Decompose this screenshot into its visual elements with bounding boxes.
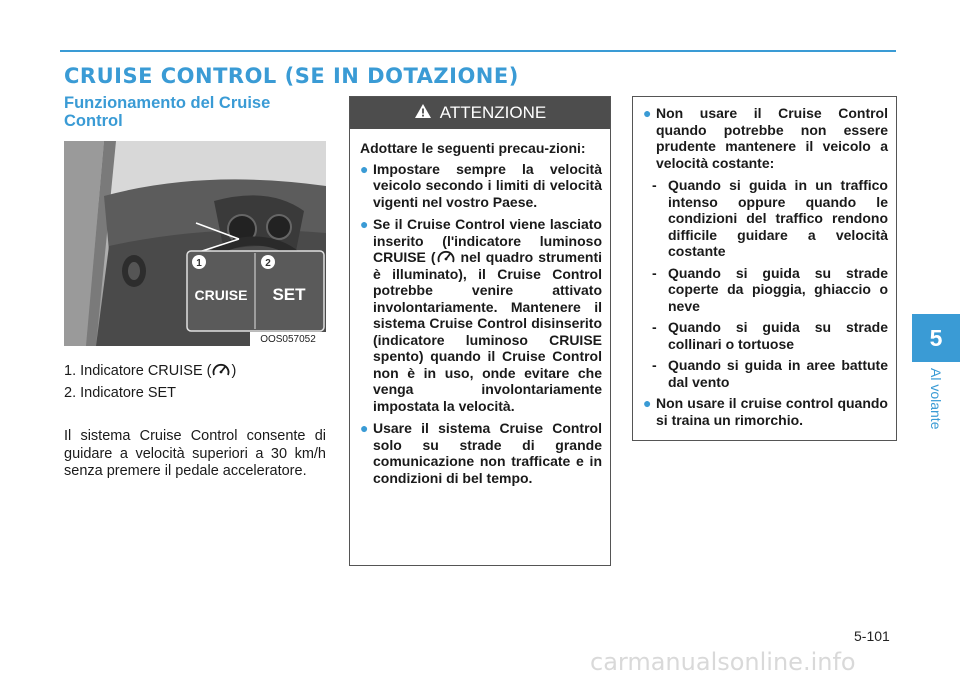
set-indicator-label: SET — [272, 285, 306, 304]
dashboard-photo — [64, 141, 326, 346]
warning-bullet: ● Usare il sistema Cruise Control solo su strade di grande comunicazione non trafficate e in condizioni di bel tempo. — [360, 420, 602, 486]
section-title: CRUISE CONTROL (SE IN DOTAZIONE) — [64, 64, 519, 88]
figure-code: OOS057052 — [250, 332, 326, 347]
caution-dash-item: - Quando si guida su strade coperte da pioggia, ghiaccio o neve — [652, 264, 888, 314]
figure-legend — [64, 360, 236, 404]
top-rule — [60, 50, 896, 52]
warning-triangle-icon — [414, 103, 432, 124]
cruise-indicator-label: CRUISE — [194, 287, 248, 303]
body-paragraph: Il sistema Cruise Control consente di guidare a velocità superiori a 30 km/h senza premere il pedale acceleratore. — [64, 428, 326, 479]
cruise-speedometer-icon — [436, 249, 456, 265]
legend-item-set: 2. Indicatore SET — [64, 385, 177, 401]
chapter-label: Al volante — [928, 368, 944, 430]
chapter-tab: 5 — [912, 314, 960, 362]
caution-dash-item: - Quando si guida in un traffico intenso oppure quando le condizioni del traffico rendono difficile guidare a velocità costante — [652, 177, 888, 259]
warning-bullet: ● Impostare sempre la velocità veicolo secondo i limiti di velocità vigenti nel vostro Paese. — [360, 160, 602, 210]
subsection-title: Funzionamento del Cruise Control — [64, 94, 271, 130]
legend-item-cruise: 1. Indicatore CRUISE ( ) — [64, 363, 237, 379]
caution-dash-item: - Quando si guida in aree battute dal vento — [652, 357, 888, 390]
warning-bullet: ● Se il Cruise Control viene lasciato inserito (l'indicatore luminoso CRUISE ( nel quadro strumenti è illuminato), il Cruise Control potrebbe venire attivato involontariamente. Mantenere il sistema Cruise Control disinserito (indicatore luminoso CRUISE spento) quando il Cruise Control non è in uso, onde evitare che venga involontariamente impostata la velocità. — [360, 216, 603, 414]
watermark: carmanualsonline.info — [590, 648, 856, 676]
warning-box — [349, 96, 611, 566]
warning-heading: ATTENZIONE — [439, 103, 547, 122]
warning-intro: Adottare le seguenti precau-zioni: — [360, 140, 586, 156]
warning-header — [350, 97, 610, 129]
page-number: 5-101 — [854, 628, 890, 644]
callout-1-number: 1 — [196, 258, 202, 269]
caution-bullet: ● Non usare il Cruise Control quando potrebbe non essere prudente mantenere il veicolo a velocità costante: — [643, 105, 888, 171]
callout-2-number: 2 — [265, 258, 271, 269]
caution-box — [632, 96, 897, 441]
caution-bullet: ● Non usare il cruise control quando si traina un rimorchio. — [643, 395, 888, 428]
caution-dash-item: - Quando si guida su strade collinari o tortuose — [652, 319, 888, 352]
cruise-speedometer-icon — [211, 362, 231, 378]
